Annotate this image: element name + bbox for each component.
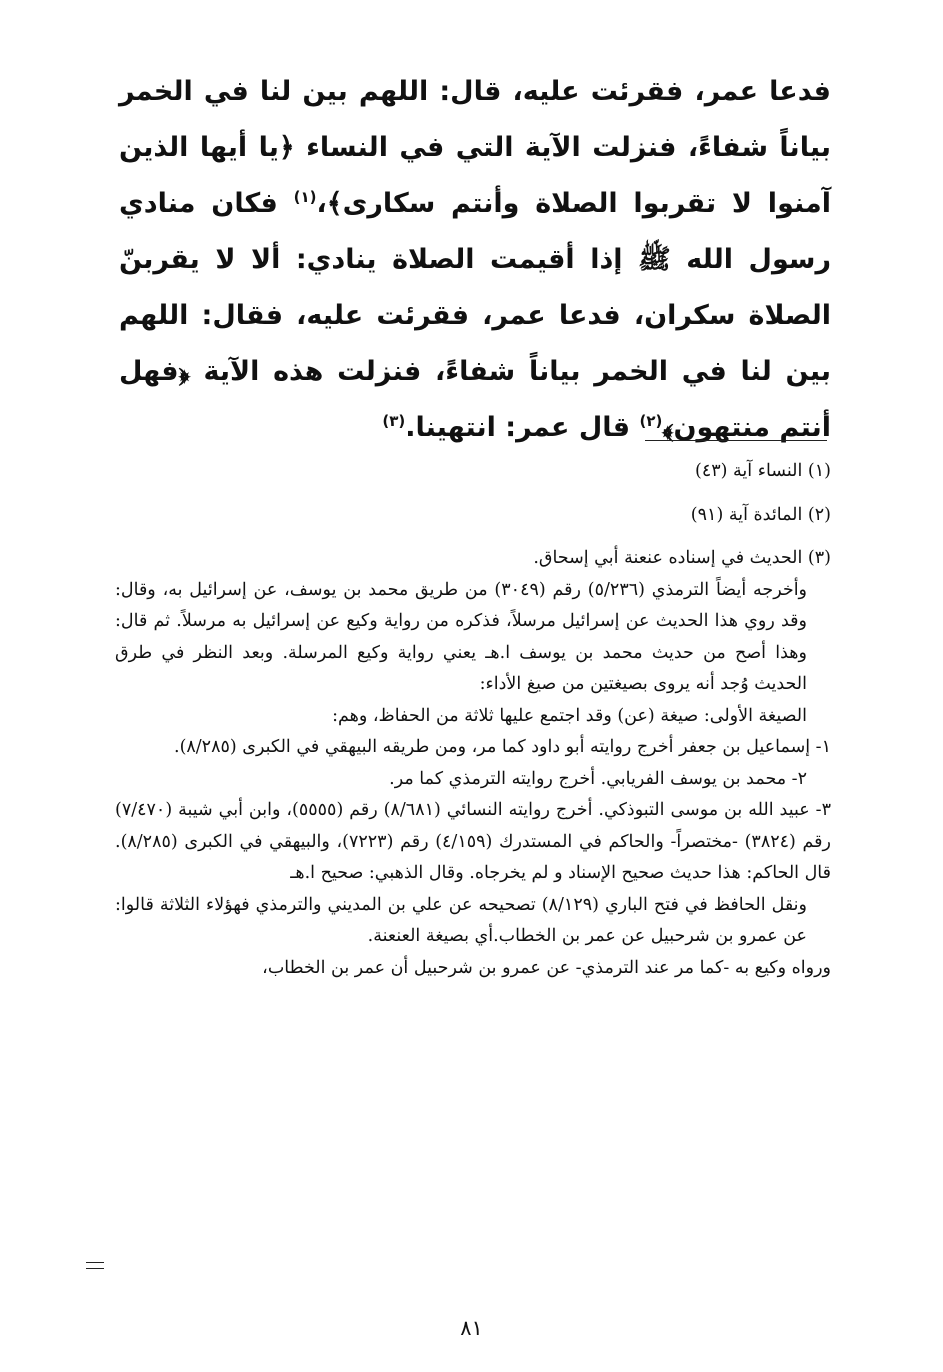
main-text-part-2: فكان منادي رسول الله ﷺ إذا أقيمت الصلاة ينادي: ألا لا يقربنّ الصلاة سكران، فدعا عمر، فقرئت عليه، فقال: اللهم بين لنا في الخمر بياناً شفاءً، فنزلت هذه الآية ﴿فهل أنتم منتهون﴾	[119, 188, 831, 443]
footnotes-section	[115, 456, 831, 984]
continuation-mark	[86, 1262, 104, 1269]
main-paragraph	[119, 64, 831, 456]
footnote-divider	[645, 440, 827, 441]
footnote-2: (٢) المائدة آية (٩١)	[690, 504, 831, 525]
footnote-paragraph-fath-albari: ونقل الحافظ في فتح الباري (٨/١٢٩) تصحيحه عن علي بن المديني والترمذي فهؤلاء الثلاثة قالوا: عن عمرو بن شرحبيل عن عمر بن الخطاب.أي بصيغة العنعنة.	[115, 894, 808, 946]
footnote-ref-2: (٢)	[639, 412, 663, 430]
main-text-part-1: فدعا عمر، فقرئت عليه، قال: اللهم بين لنا في الخمر بياناً شفاءً، فنزلت الآية التي في النساء ﴿يا أيها الذين آمنوا لا تقربوا الصلاة وأنتم سكارى﴾،	[119, 76, 831, 219]
footnote-spacer	[115, 531, 831, 543]
footnote-paragraph-takhrij: وأخرجه أيضاً الترمذي (٥/٢٣٦) رقم (٣٠٤٩) من طريق محمد بن يوسف، عن إسرائيل به، وقال: وقد روي هذا الحديث عن إسرائيل مرسلاً، فذكره من رواية وكيع عن إسرائيل به مرسلاً. ثم قال: وهذا أصح من حديث محمد بن يوسف ا.هـ يعني رواية وكيع المرسلة. وبعد النظر في طرق الحديث وُجد أنه يروى بصيغتين من صيغ الأداء:	[115, 579, 808, 694]
footnote-3: (٣) الحديث في إسناده عنعنة أبي إسحاق.	[533, 548, 831, 568]
footnote-paragraph-first-form: الصيغة الأولى: صيغة (عن) وقد اجتمع عليها ثلاثة من الحفاظ، وهم:	[332, 705, 807, 726]
footnote-list-item-2: ٢- محمد بن يوسف الفريابي. أخرج روايته الترمذي كما مر.	[389, 768, 807, 789]
footnote-list-item-3: ٣- عبيد الله بن موسى التبوذكي. أخرج روايته النسائي (٨/٦٨١) رقم (٥٥٥٥)، وابن أبي شيبة (٧/٤٧٠) رقم (٣٨٢٤) -مختصراً- والحاكم في المستدرك (٤/١٥٩) رقم (٧٢٢٣)، والبيهقي في الكبرى (٨/٢٨٥). قال الحاكم: هذا حديث صحيح الإسناد و لم يخرجاه. وقال الذهبي: صحيح ا.هـ	[115, 800, 831, 883]
footnote-list-item-1: ١- إسماعيل بن جعفر أخرج روايته أبو داود كما مر، ومن طريقه البيهقي في الكبرى (٨/٢٨٥).	[174, 737, 831, 757]
main-text	[119, 64, 831, 456]
footnote-ref-3: (٣)	[382, 412, 406, 430]
footnote-1: (١) النساء آية (٤٣)	[695, 461, 831, 481]
footnote-ref-1: (١)	[293, 188, 317, 206]
page-number: ٨١	[460, 1316, 483, 1340]
footnote-spacer	[115, 488, 831, 500]
main-text-part-3: قال عمر: انتهينا.	[405, 412, 640, 443]
footnote-paragraph-waki: ورواه وكيع به -كما مر عند الترمذي- عن عمرو بن شرحبيل أن عمر بن الخطاب،	[262, 957, 831, 978]
